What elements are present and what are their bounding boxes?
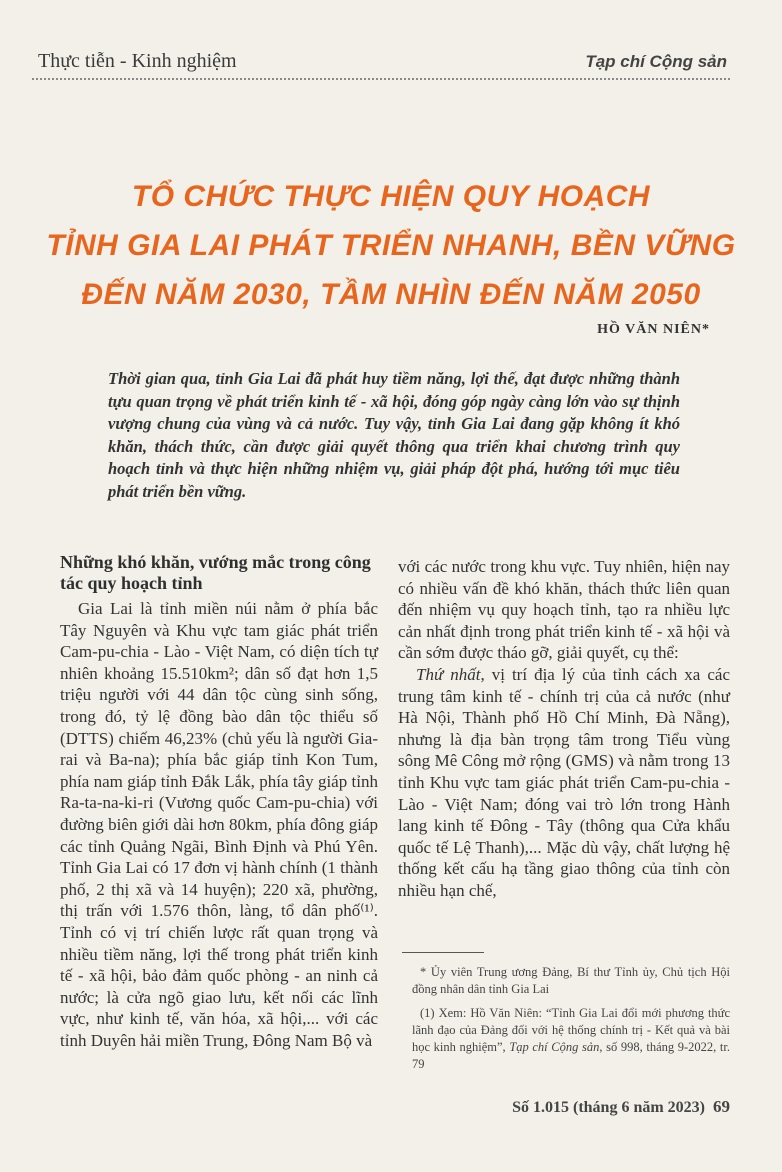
section-heading: Những khó khăn, vướng mắc trong công tác quy hoạch tỉnh [60, 552, 371, 593]
footnote-author: * Ủy viên Trung ương Đảng, Bí thư Tỉnh ủy, Chủ tịch Hội đồng nhân dân tỉnh Gia Lai [412, 965, 730, 997]
journal-name: Tạp chí Cộng sản [585, 52, 727, 71]
author-byline: HỒ VĂN NIÊN* [597, 322, 710, 337]
footnote-journal: Tạp chí Cộng sản [509, 1040, 600, 1055]
right-column [398, 556, 730, 902]
title-line-1: TỔ CHỨC THỰC HIỆN QUY HOẠCH [131, 180, 651, 213]
footnote-text: (1) Xem: Hồ Văn Niên: “Tỉnh Gia Lai đổi mới phương thức lãnh đạo của Đảng đối với hệ thống chính trị - Kết quả và bài học kinh nghiệm”, [412, 1005, 730, 1055]
page-number: 69 [713, 1097, 730, 1116]
emphasis-lead: Thứ nhất [416, 664, 481, 684]
body-paragraph: với các nước trong khu vực. Tuy nhiên, hiện nay có nhiều vấn đề khó khăn, thách thức liên quan đến nhiệm vụ quy hoạch tỉnh, tạo ra nhiều lực cản nhất định trong phát triển kinh tế - xã hội và cần sớm được tháo gỡ, giải quyết, cụ thể: [398, 557, 730, 663]
footnote-text-end: , số 998, tháng 9-2022, tr. 79 [412, 1040, 730, 1072]
body-paragraph: Gia Lai là tỉnh miền núi nằm ở phía bắc Tây Nguyên và Khu vực tam giác phát triển Cam-pu-chia - Lào - Việt Nam, có diện tích tự nhiên khoảng 15.510km²; dân số đạt hơn 1,5 triệu người với 44 dân tộc cùng sinh sống, trong đó, tỷ lệ đồng bào dân tộc thiểu số (DTTS) chiếm 46,23% (chủ yếu là người Gia-rai và Ba-na); phía bắc giáp tỉnh Kon Tum, phía nam giáp tỉnh Đắk Lắk, phía tây giáp tỉnh Ra-ta-na-ki-ri (Vương quốc Cam-pu-chia) với đường biên giới dài hơn 80km, phía đông giáp các tỉnh Quảng Ngãi, Bình Định và Phú Yên. Tỉnh Gia Lai có 17 đơn vị hành chính (1 thành phố, 2 thị xã và 14 huyện); 220 xã, phường, thị trấn với 1.576 thôn, làng, tổ dân phố⁽¹⁾. Tỉnh có vị trí chiến lược rất quan trọng và nhiều tiềm năng, lợi thế trong phát triển kinh tế - xã hội, bảo đảm quốc phòng - an ninh cả nước; là cửa ngõ giao lưu, kết nối các lĩnh vực, như kinh tế, văn hóa, xã hội,... với các tỉnh Duyên hải miền Trung, Đông Nam Bộ và [60, 599, 378, 1050]
body-text: , vị trí địa lý của tỉnh cách xa các trung tâm kinh tế - chính trị của cả nước (như Hà Nội, Thành phố Hồ Chí Minh, Đà Nẵng), nhưng là địa bàn trọng tâm trong Tiểu vùng sông Mê Công mở rộng (GMS) và nằm trong 13 tỉnh Khu vực tam giác phát triển Cam-pu-chia - Lào - Việt Nam; đóng vai trò lớn trong Hành lang kinh tế Đông - Tây (thông qua Cửa khẩu quốc tế Lệ Thanh),... Mặc dù vậy, chất lượng hệ thống kết cấu hạ tầng giao thông của tỉnh còn nhiều hạn chế, [398, 664, 730, 900]
abstract: Thời gian qua, tỉnh Gia Lai đã phát huy tiềm năng, lợi thế, đạt được những thành tựu quan trọng về phát triển kinh tế - xã hội, đóng góp ngày càng lớn vào sự thịnh vượng chung của vùng và cả nước. Tuy vậy, tỉnh Gia Lai đang gặp không ít khó khăn, thách thức, cần được giải quyết thông qua triển khai chương trình quy hoạch tỉnh và thực hiện những nhiệm vụ, giải pháp đột phá, hướng tới mục tiêu phát triển bền vững. [108, 369, 680, 501]
body-paragraph-2 [398, 664, 730, 902]
left-column [60, 552, 378, 1051]
footnote-1 [412, 1005, 730, 1074]
title-line-2: TỈNH GIA LAI PHÁT TRIỂN NHANH, BỀN VỮNG [46, 229, 736, 262]
footnote-divider [402, 952, 484, 953]
title-line-3: ĐẾN NĂM 2030, TẦM NHÌN ĐẾN NĂM 2050 [81, 278, 701, 311]
footnotes [412, 964, 730, 1080]
page-footer [512, 1097, 730, 1117]
section-label: Thực tiễn - Kinh nghiệm [38, 50, 237, 72]
article-title [40, 172, 742, 319]
header-divider [32, 78, 730, 80]
issue-info: Số 1.015 (tháng 6 năm 2023) [512, 1099, 705, 1116]
